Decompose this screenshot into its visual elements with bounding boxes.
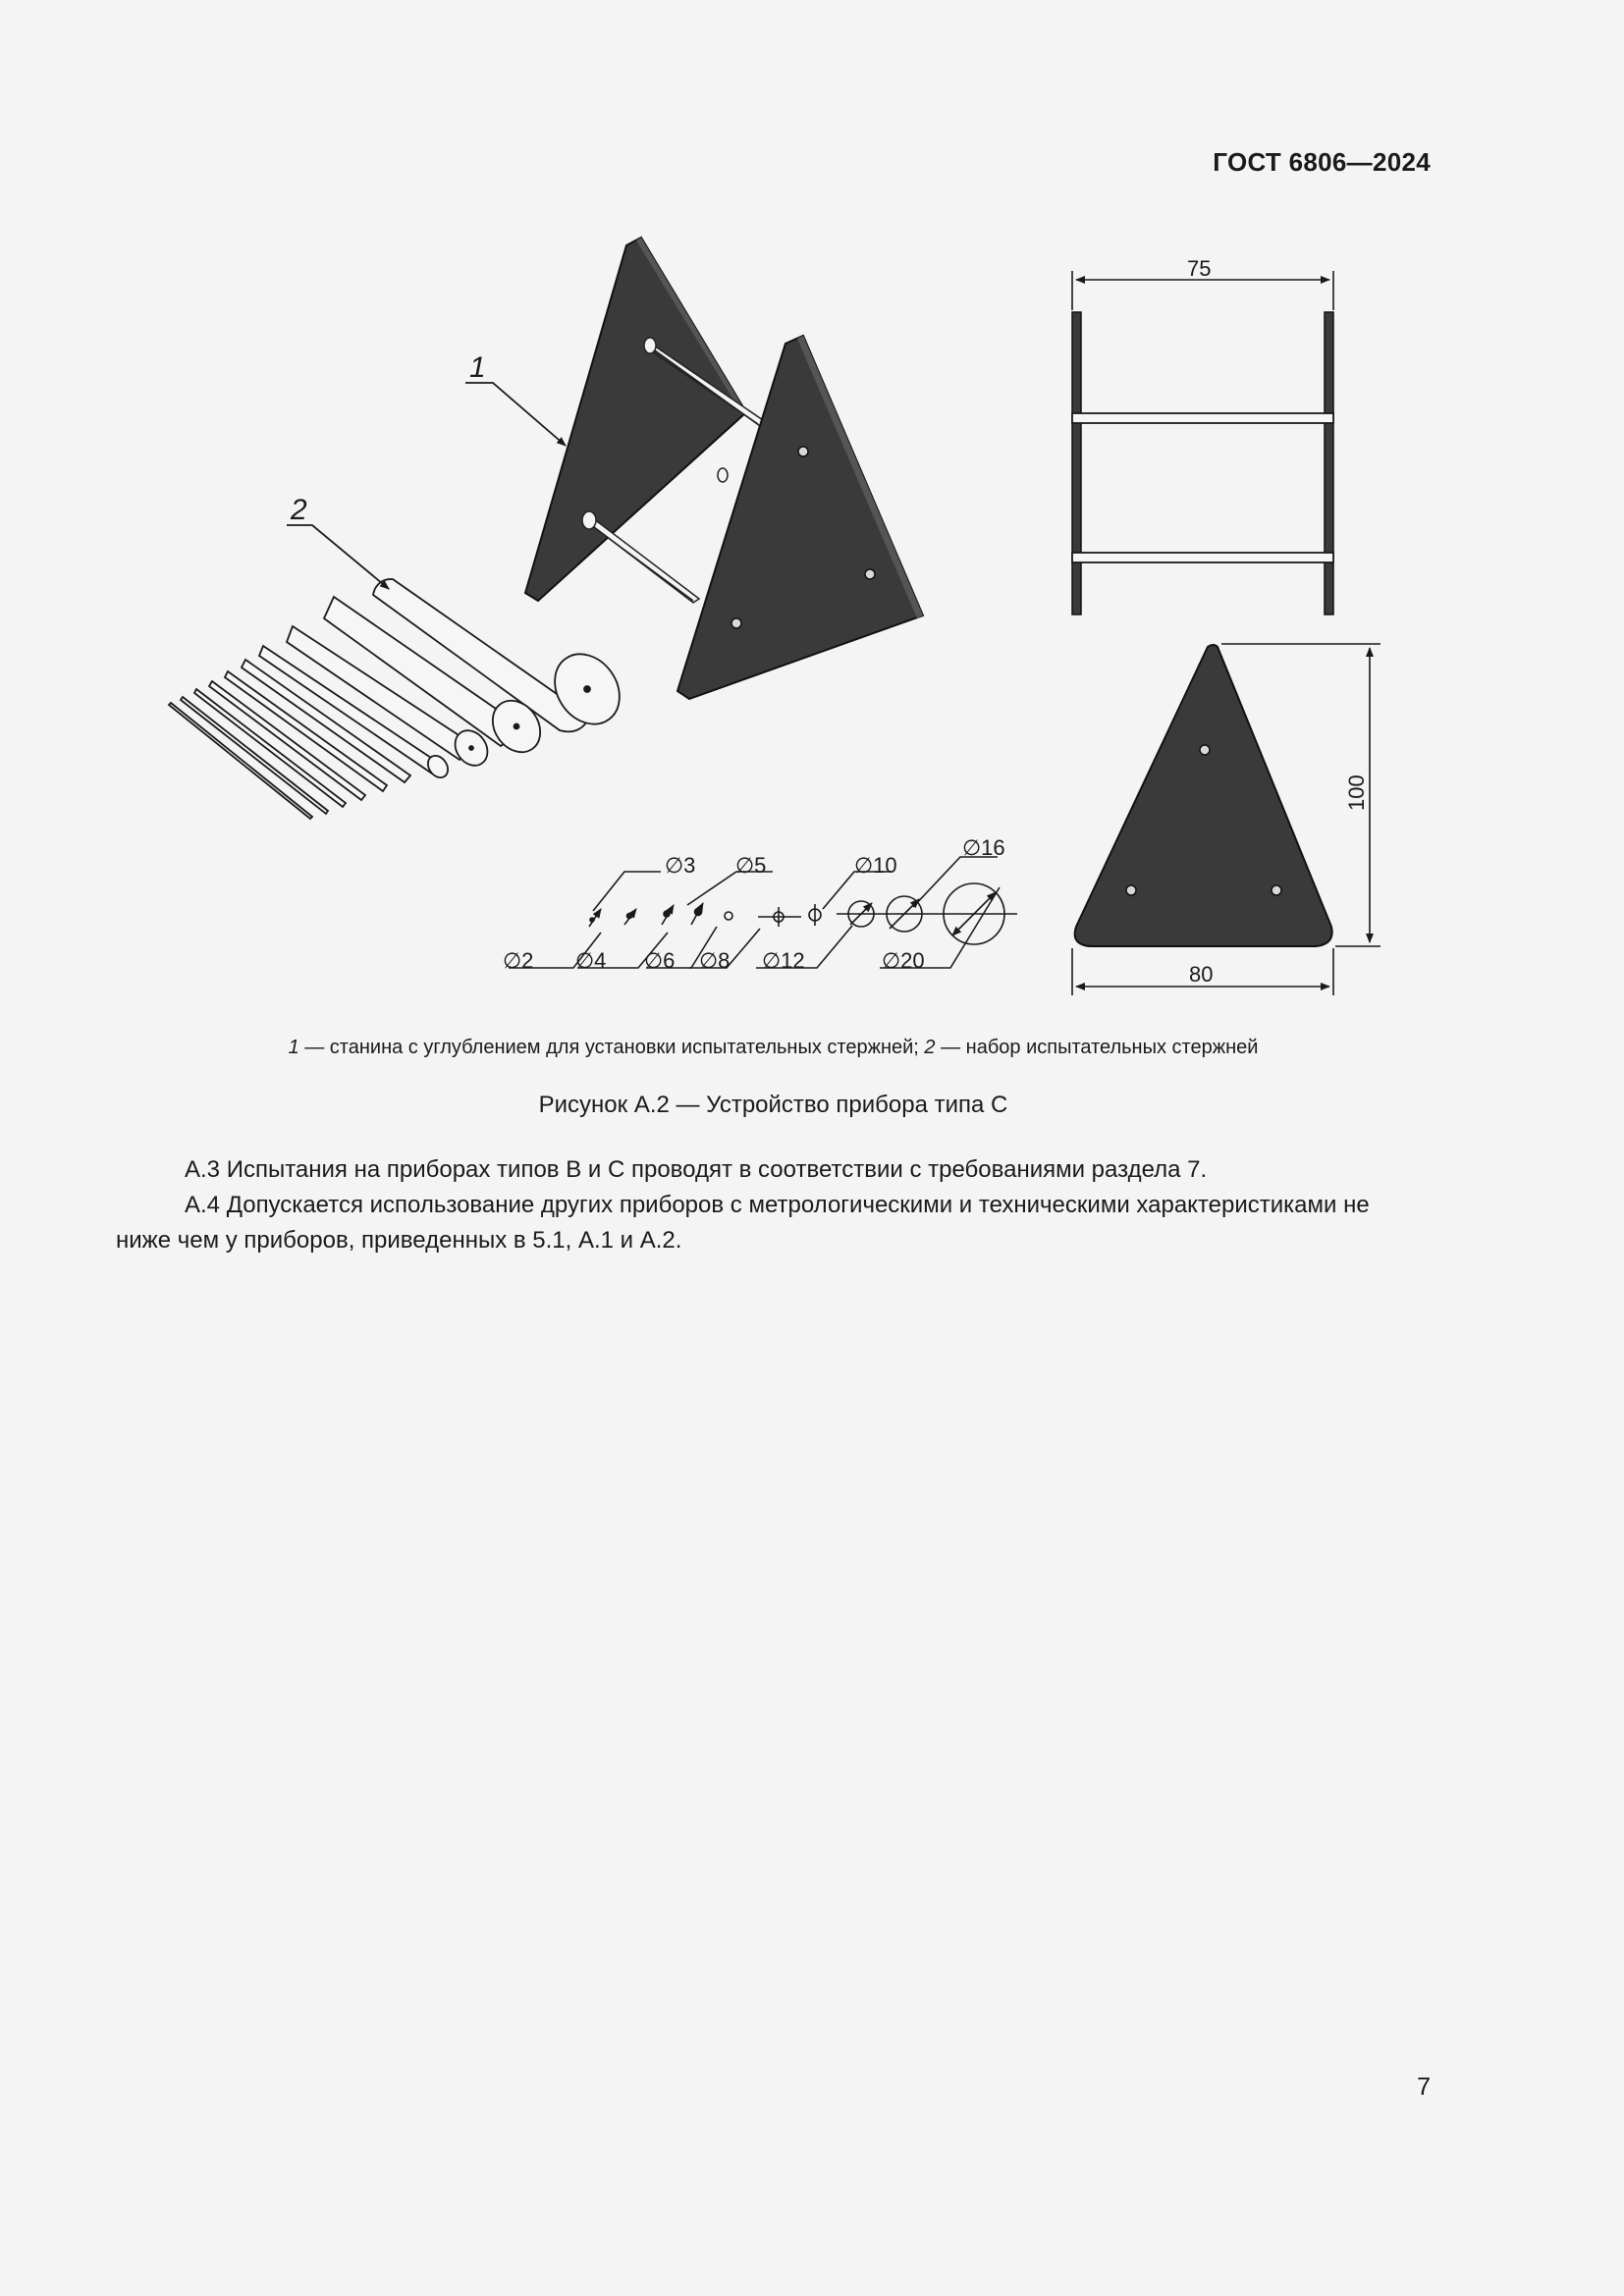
diameter-16: ∅16 — [962, 835, 1005, 860]
front-view-drawing — [1072, 644, 1380, 995]
callout-1-label: 1 — [469, 351, 486, 384]
back-triangle-plate — [525, 238, 746, 601]
callout-1-leader — [465, 383, 566, 446]
paragraph-a4 — [116, 1188, 1432, 1258]
dimension-width-80: 80 — [1189, 962, 1214, 987]
legend-item-1-text: — станина с углублением для установки испытательных стержней; — [298, 1037, 925, 1058]
paragraph-a3 — [116, 1152, 1432, 1188]
diameter-labels — [503, 835, 1005, 973]
page-number: 7 — [1417, 2073, 1431, 2101]
stand-isometric — [525, 238, 923, 699]
diameter-6: ∅6 — [644, 948, 676, 973]
diameter-4: ∅4 — [575, 948, 607, 973]
diameter-20: ∅20 — [882, 948, 925, 973]
paragraph-a3-text: А.3 Испытания на приборах типов В и С проводят в соответствии с требованиями раздела 7. — [185, 1156, 1208, 1183]
callout-2-label: 2 — [291, 494, 307, 526]
diameter-2: ∅2 — [503, 948, 534, 973]
diameter-5: ∅5 — [735, 853, 767, 878]
paragraph-a4-line1: А.4 Допускается использование других приборов с метрологическими и техническими характеристиками не — [185, 1192, 1370, 1218]
callout-leaders — [287, 383, 566, 589]
diameter-12: ∅12 — [762, 948, 805, 973]
dimension-height-100: 100 — [1344, 774, 1369, 811]
callout-2-leader — [287, 525, 389, 589]
diameter-8: ∅8 — [699, 948, 731, 973]
legend-item-1-number: 1 — [288, 1037, 299, 1058]
diameter-10: ∅10 — [854, 853, 897, 878]
figure-legend — [0, 1037, 1546, 1059]
test-rod-set — [169, 579, 632, 819]
dimension-width-75: 75 — [1187, 256, 1212, 281]
legend-item-2-text: — набор испытательных стержней — [935, 1037, 1259, 1058]
top-view-drawing — [1072, 256, 1333, 614]
document-standard-number: ГОСТ 6806—2024 — [1213, 147, 1431, 177]
legend-item-2-number: 2 — [924, 1037, 936, 1058]
figure-a2-drawing — [0, 0, 1624, 1021]
paragraph-a4-line2: ниже чем у приборов, приведенных в 5.1, А.1 и А.2. — [116, 1227, 682, 1254]
diameter-3: ∅3 — [665, 853, 696, 878]
figure-title: Рисунок А.2 — Устройство прибора типа С — [538, 1092, 1008, 1118]
